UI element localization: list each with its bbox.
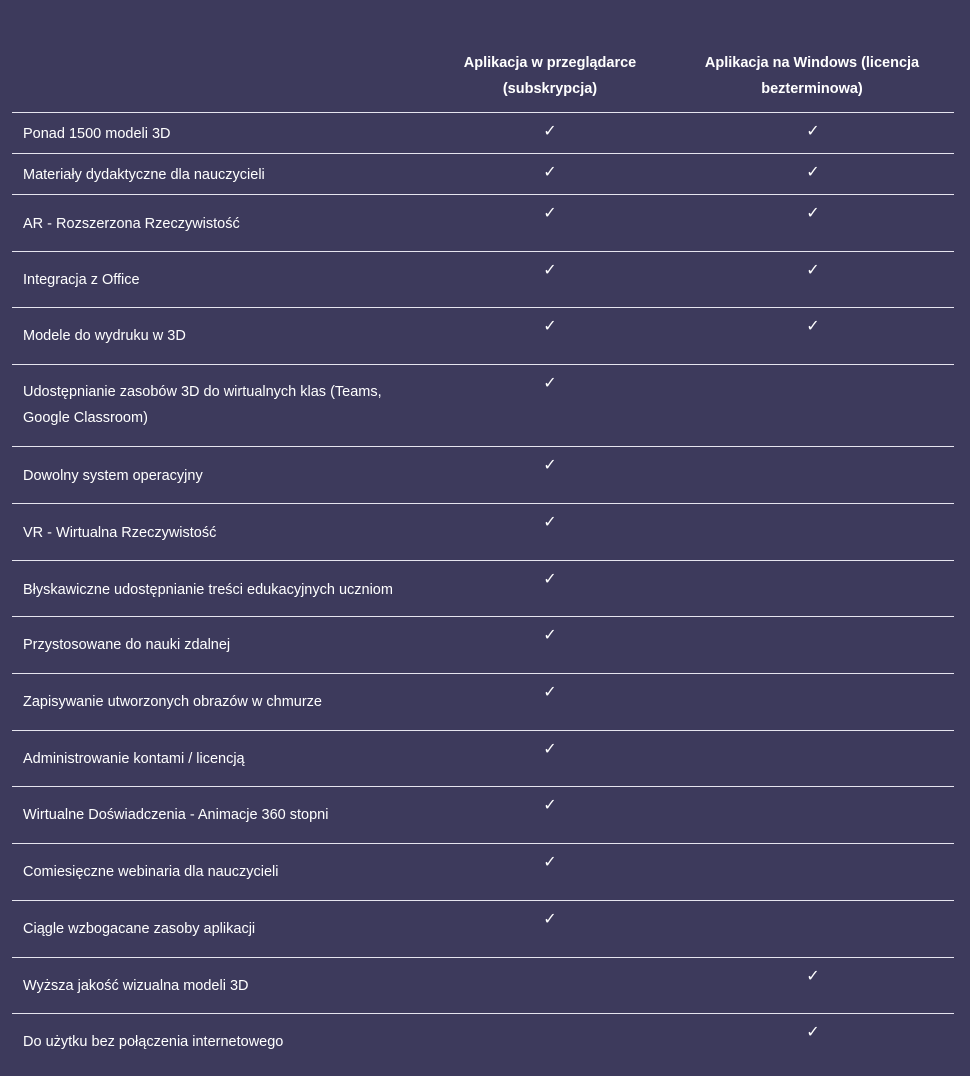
feature-label: Zapisywanie utworzonych obrazów w chmurze xyxy=(23,694,322,710)
table-row xyxy=(12,113,954,154)
table-row xyxy=(12,252,954,308)
feature-label: Administrowanie kontami / licencją xyxy=(23,751,245,767)
check-icon-browser: ✓ xyxy=(543,571,557,588)
check-icon-windows: ✓ xyxy=(806,164,820,181)
feature-label: Dowolny system operacyjny xyxy=(23,468,203,484)
feature-label: Ponad 1500 modeli 3D xyxy=(23,126,171,142)
table-row xyxy=(12,1014,954,1071)
table-body xyxy=(12,113,954,1071)
feature-label: Wirtualne Doświadczenia - Animacje 360 stopni xyxy=(23,807,329,823)
table-row xyxy=(12,731,954,787)
column-header-windows-app: Aplikacja na Windows (licencja bezterminowa) xyxy=(704,55,920,97)
check-icon-browser: ✓ xyxy=(543,741,557,758)
check-icon-windows: ✓ xyxy=(806,205,820,222)
feature-label: Ciągle wzbogacane zasoby aplikacji xyxy=(23,921,256,937)
check-icon-browser: ✓ xyxy=(543,164,557,181)
table-row xyxy=(12,447,954,504)
check-icon-browser: ✓ xyxy=(543,797,557,814)
table-row xyxy=(12,617,954,674)
check-icon-windows: ✓ xyxy=(806,968,820,985)
check-icon-browser: ✓ xyxy=(543,514,557,531)
check-icon-browser: ✓ xyxy=(543,684,557,701)
feature-label: Integracja z Office xyxy=(23,272,140,288)
table-row xyxy=(12,365,954,447)
feature-label: Udostępnianie zasobów 3D do wirtualnych klas (Teams, Google Classroom) xyxy=(23,384,382,426)
check-icon-browser: ✓ xyxy=(543,318,557,335)
check-icon-browser: ✓ xyxy=(543,123,557,140)
feature-label: Błyskawiczne udostępnianie treści edukacyjnych uczniom xyxy=(23,582,393,598)
table-row xyxy=(12,308,954,365)
table-row xyxy=(12,674,954,731)
table-row xyxy=(12,504,954,561)
table-row xyxy=(12,901,954,958)
check-icon-browser: ✓ xyxy=(543,375,557,392)
check-icon-browser: ✓ xyxy=(543,205,557,222)
table-row xyxy=(12,787,954,844)
table-row xyxy=(12,561,954,617)
feature-label: AR - Rozszerzona Rzeczywistość xyxy=(23,216,240,232)
feature-label: Materiały dydaktyczne dla nauczycieli xyxy=(23,167,265,183)
check-icon-windows: ✓ xyxy=(806,123,820,140)
feature-label: Przystosowane do nauki zdalnej xyxy=(23,637,231,653)
table-header xyxy=(12,0,954,113)
feature-label: Do użytku bez połączenia internetowego xyxy=(23,1034,284,1050)
table-row xyxy=(12,844,954,901)
feature-label: Modele do wydruku w 3D xyxy=(23,328,186,344)
check-icon-browser: ✓ xyxy=(543,627,557,644)
feature-label: Comiesięczne webinaria dla nauczycieli xyxy=(23,864,279,880)
check-icon-browser: ✓ xyxy=(543,457,557,474)
check-icon-browser: ✓ xyxy=(543,262,557,279)
check-icon-windows: ✓ xyxy=(806,1024,820,1041)
table-row xyxy=(12,195,954,252)
feature-label: VR - Wirtualna Rzeczywistość xyxy=(23,525,217,541)
table-row xyxy=(12,154,954,195)
check-icon-browser: ✓ xyxy=(543,911,557,928)
table-row xyxy=(12,958,954,1014)
check-icon-windows: ✓ xyxy=(806,318,820,335)
check-icon-browser: ✓ xyxy=(543,854,557,871)
column-header-browser-app: Aplikacja w przeglądarce (subskrypcja) xyxy=(463,55,637,97)
check-icon-windows: ✓ xyxy=(806,262,820,279)
feature-label: Wyższa jakość wizualna modeli 3D xyxy=(23,978,249,994)
comparison-table xyxy=(12,0,954,1071)
